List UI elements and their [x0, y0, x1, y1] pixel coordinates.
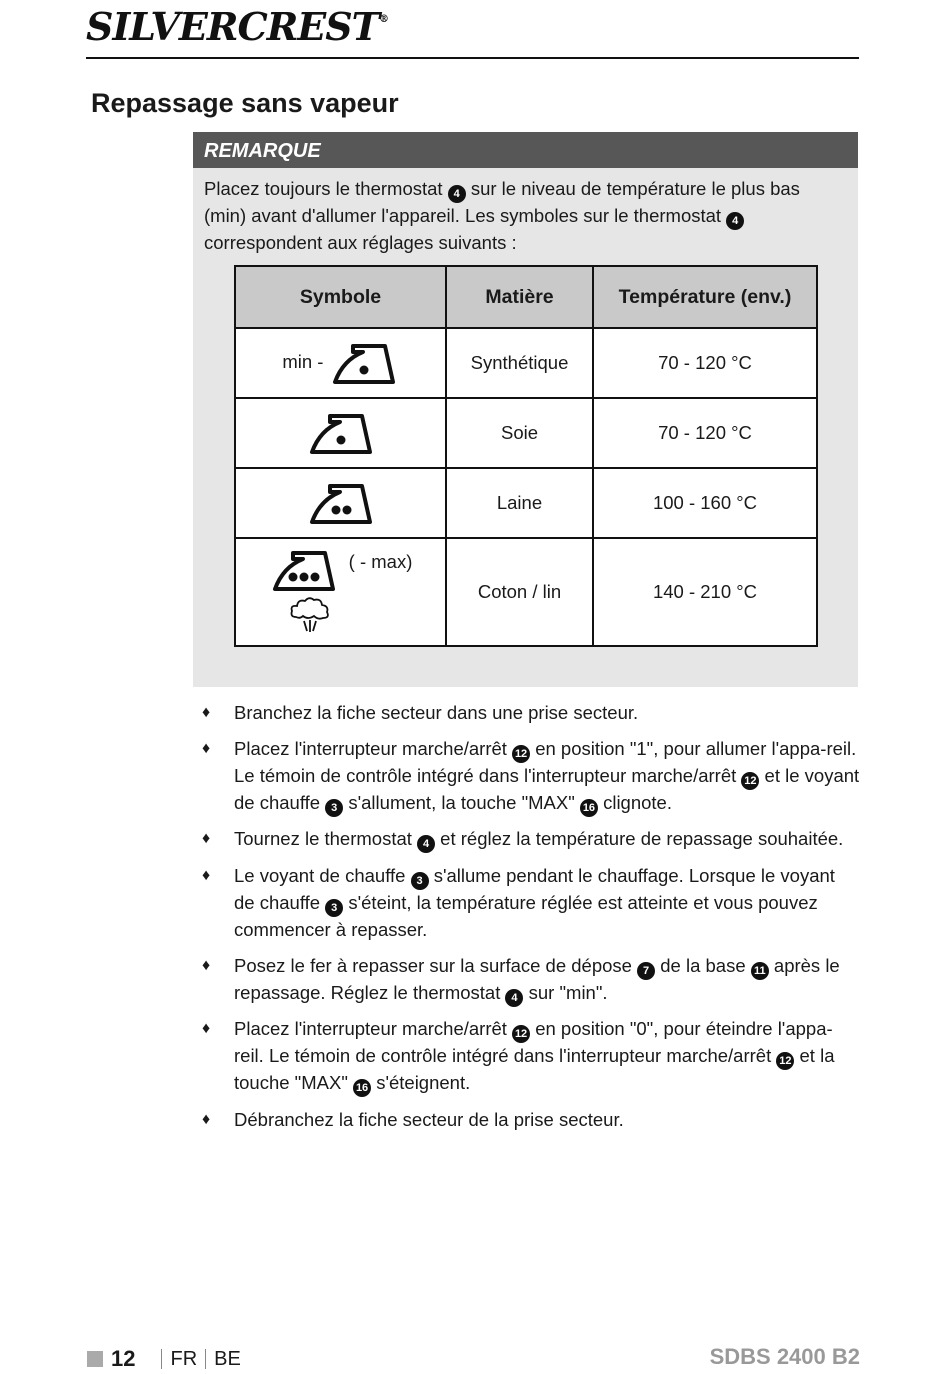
text-run: Branchez la fiche secteur dans une prise secteur. [234, 702, 639, 723]
temperature-cell: 70 - 120 °C [593, 398, 817, 468]
note-box [193, 132, 858, 687]
text-run: s'éteignent. [371, 1072, 471, 1094]
text-run: et la touche "MAX" [234, 1045, 835, 1094]
list-item [200, 953, 860, 1007]
reference-number-badge: 12 [512, 1025, 530, 1043]
reference-number-badge: 3 [325, 799, 343, 817]
bullet-icon: ♦ [202, 866, 211, 884]
page-title: Repassage sans vapeur [91, 88, 399, 118]
reference-number-badge: 4 [505, 989, 523, 1007]
reference-number-badge: 12 [512, 745, 530, 763]
thermostat-table [234, 265, 818, 647]
temperature-cell: 70 - 120 °C [593, 328, 817, 398]
col-header-material: Matière [446, 266, 593, 328]
bullet-icon: ♦ [202, 739, 211, 757]
model-number: SDBS 2400 B2 [709, 1344, 860, 1369]
steam-icon [288, 595, 332, 635]
reference-number-badge: 11 [751, 962, 769, 980]
bullet-icon: ♦ [202, 1020, 211, 1038]
bullet-icon: ♦ [202, 1110, 211, 1128]
note-heading: REMARQUE [193, 132, 858, 168]
material-cell: Synthétique [446, 328, 593, 398]
reference-number-badge: 16 [353, 1079, 371, 1097]
header-rule [86, 57, 859, 59]
list-item [200, 700, 860, 726]
reference-number-badge: 3 [325, 899, 343, 917]
table-row [235, 538, 817, 646]
note-text [204, 176, 844, 257]
list-item [200, 826, 860, 853]
reference-number-badge: 4 [726, 212, 744, 230]
material-cell: Coton / lin [446, 538, 593, 646]
bullet-icon: ♦ [202, 704, 211, 721]
reference-number-badge: 4 [448, 185, 466, 203]
symbol-prefix: min - [282, 350, 324, 372]
text-run: s'allume pendant le chauffage. Lorsque le voyant de chauffe [234, 864, 835, 913]
text-run: Débranchez la fiche secteur de la prise secteur. [234, 1108, 624, 1130]
symbol-cell [235, 328, 446, 398]
instruction-list [200, 700, 860, 1142]
brand-logo: SILVERCREST® [86, 4, 388, 49]
table-row [235, 468, 817, 538]
language-fr: FR [170, 1347, 198, 1370]
text-run: Posez le fer à repasser sur la surface de dépose [234, 954, 638, 976]
text-run: Le voyant de chauffe [234, 864, 411, 886]
divider [205, 1349, 206, 1369]
list-item [200, 1016, 860, 1097]
iron-one-dot-icon [329, 338, 399, 388]
col-header-symbol: Symbole [235, 266, 446, 328]
reference-number-badge: 3 [411, 872, 429, 890]
text-run: Placez l'interrupteur marche/arrêt [234, 737, 513, 759]
list-item [200, 863, 860, 943]
text-run: en position "0", pour éteindre l'appa-reil. Le témoin de contrôle intégré dans l'interrupteur marche/arrêt [234, 1018, 833, 1067]
text-run: s'allument, la touche "MAX" [343, 791, 580, 813]
table-row [235, 398, 817, 468]
material-cell: Soie [446, 398, 593, 468]
divider [161, 1349, 162, 1369]
temperature-cell: 140 - 210 °C [593, 538, 817, 646]
text-run: sur le niveau de température le plus bas (min) avant d'allumer l'appareil. Les symboles sur le thermostat [204, 178, 800, 226]
iron-three-dots-icon [269, 545, 339, 595]
reference-number-badge: 7 [637, 962, 655, 980]
text-run: sur "min". [523, 981, 608, 1003]
symbol-cell [235, 538, 446, 646]
language-be: BE [214, 1347, 241, 1370]
page-number: 12 [111, 1346, 136, 1371]
iron-two-dots-icon [306, 478, 376, 528]
text-run: après le repassage. Réglez le thermostat [234, 954, 840, 1003]
text-run: Tournez le thermostat [234, 828, 418, 850]
bullet-icon: ♦ [202, 830, 211, 848]
text-run: s'éteint, la température réglée est atteinte et vous pouvez commencer à repasser. [234, 891, 818, 940]
iron-one-dot-icon [306, 408, 376, 458]
text-run: Placez l'interrupteur marche/arrêt [234, 1018, 513, 1040]
symbol-suffix: ( - max) [348, 550, 413, 572]
symbol-cell [235, 468, 446, 538]
list-item [200, 736, 860, 817]
text-run: de la base [655, 954, 751, 976]
symbol-cell [235, 398, 446, 468]
temperature-cell: 100 - 160 °C [593, 468, 817, 538]
col-header-temperature: Température (env.) [593, 266, 817, 328]
page-marker-square [87, 1351, 103, 1367]
text-run: en position "1", pour allumer l'appa-reil. Le témoin de contrôle intégré dans l'interrupteur marche/arrêt [234, 737, 857, 786]
reference-number-badge: 16 [580, 799, 598, 817]
table-row [235, 328, 817, 398]
reference-number-badge: 12 [776, 1052, 794, 1070]
footer-page-info [87, 1346, 241, 1372]
reference-number-badge: 12 [741, 772, 759, 790]
text-run: correspondent aux réglages suivants : [204, 232, 517, 253]
bullet-icon: ♦ [202, 956, 211, 974]
text-run: et réglez la température de repassage souhaitée. [435, 828, 844, 850]
text-run: Placez toujours le thermostat [204, 178, 448, 199]
list-item [200, 1107, 860, 1133]
material-cell: Laine [446, 468, 593, 538]
reference-number-badge: 4 [417, 835, 435, 853]
text-run: et le voyant de chauffe [234, 764, 860, 813]
text-run: clignote. [597, 791, 672, 813]
